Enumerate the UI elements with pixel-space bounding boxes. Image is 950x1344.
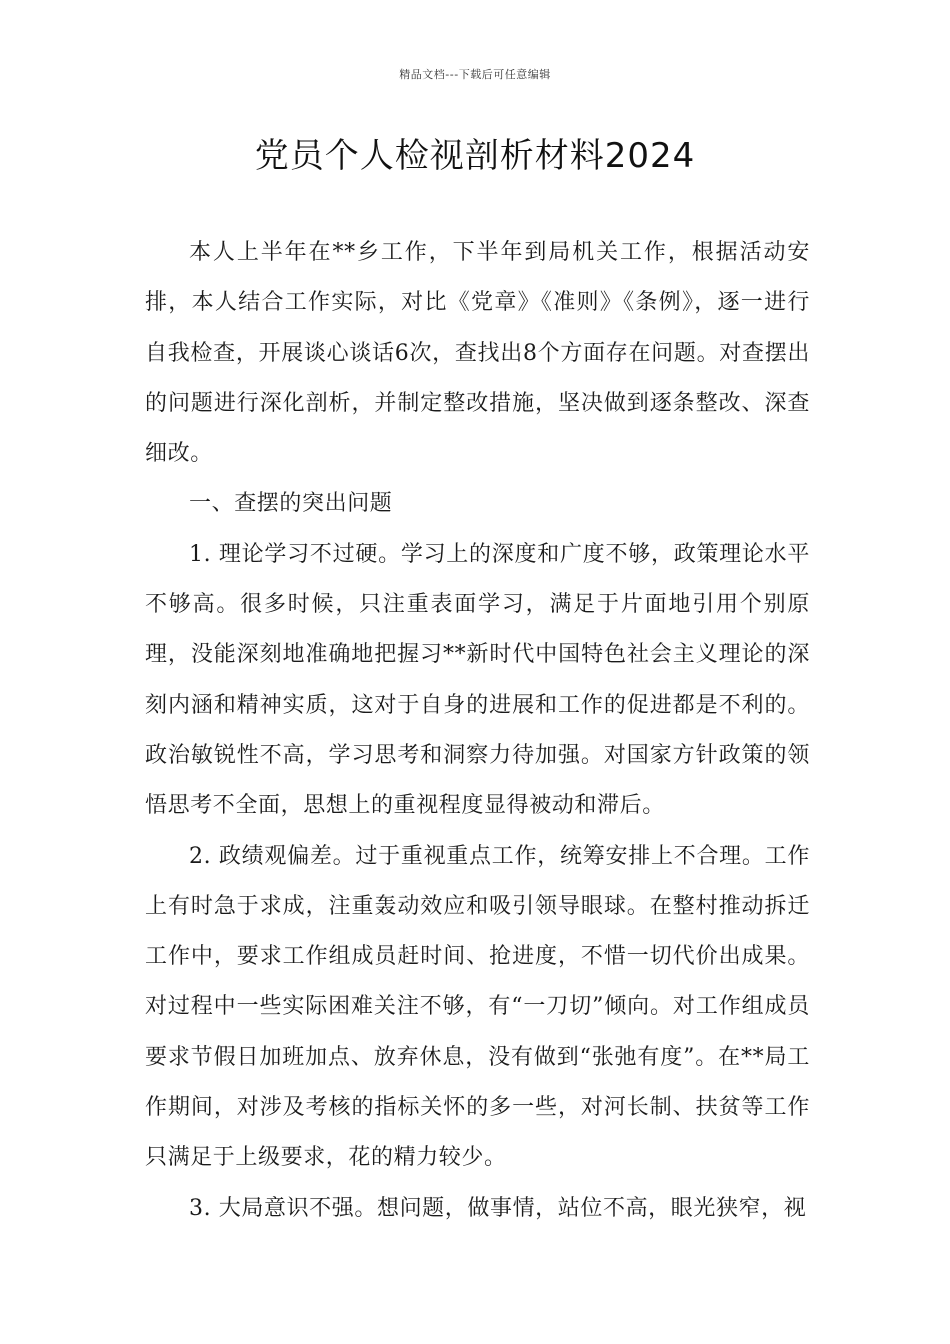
document-title: 党员个人检视剖析材料2024 [254, 136, 696, 176]
header-note: 精品文档---下载后可任意编辑 [399, 68, 551, 81]
document-body [145, 228, 810, 1234]
paragraph-intro: 本人上半年在**乡工作，下半年到局机关工作，根据活动安排，本人结合工作实际，对比《党章》《准则》《条例》，逐一进行自我检查，开展谈心谈话6次，查找出8个方面存在问题。对查摆出的问题进行深化剖析，并制定整改措施，坚决做到逐条整改、深查细改。 [145, 240, 810, 467]
paragraph-item-1: 1. 理论学习不过硬。学习上的深度和广度不够，政策理论水平不够高。很多时候，只注重表面学习，满足于片面地引用个别原理，没能深刻地准确地把握习**新时代中国特色社会主义理论的深刻内涵和精神实质，这对于自身的进展和工作的促进都是不利的。政治敏锐性不高，学习思考和洞察力待加强。对国家方针政策的领悟思考不全面，思想上的重视程度显得被动和滞后。 [145, 541, 810, 819]
paragraph-item-2: 2. 政绩观偏差。过于重视重点工作，统筹安排上不合理。工作上有时急于求成，注重轰动效应和吸引领导眼球。在整村推动拆迁工作中，要求工作组成员赶时间、抢进度，不惜一切代价出成果。对过程中一些实际困难关注不够，有“一刀切”倾向。对工作组成员要求节假日加班加点、放弃休息，没有做到“张弛有度”。在**局工作期间，对涉及考核的指标关怀的多一些，对河长制、扶贫等工作只满足于上级要求，花的精力较少。 [145, 843, 810, 1171]
paragraph-item-3: 3. 大局意识不强。想问题，做事情，站位不高，眼光狭窄，视 [189, 1195, 807, 1221]
section-heading: 一、查摆的突出问题 [189, 491, 393, 517]
